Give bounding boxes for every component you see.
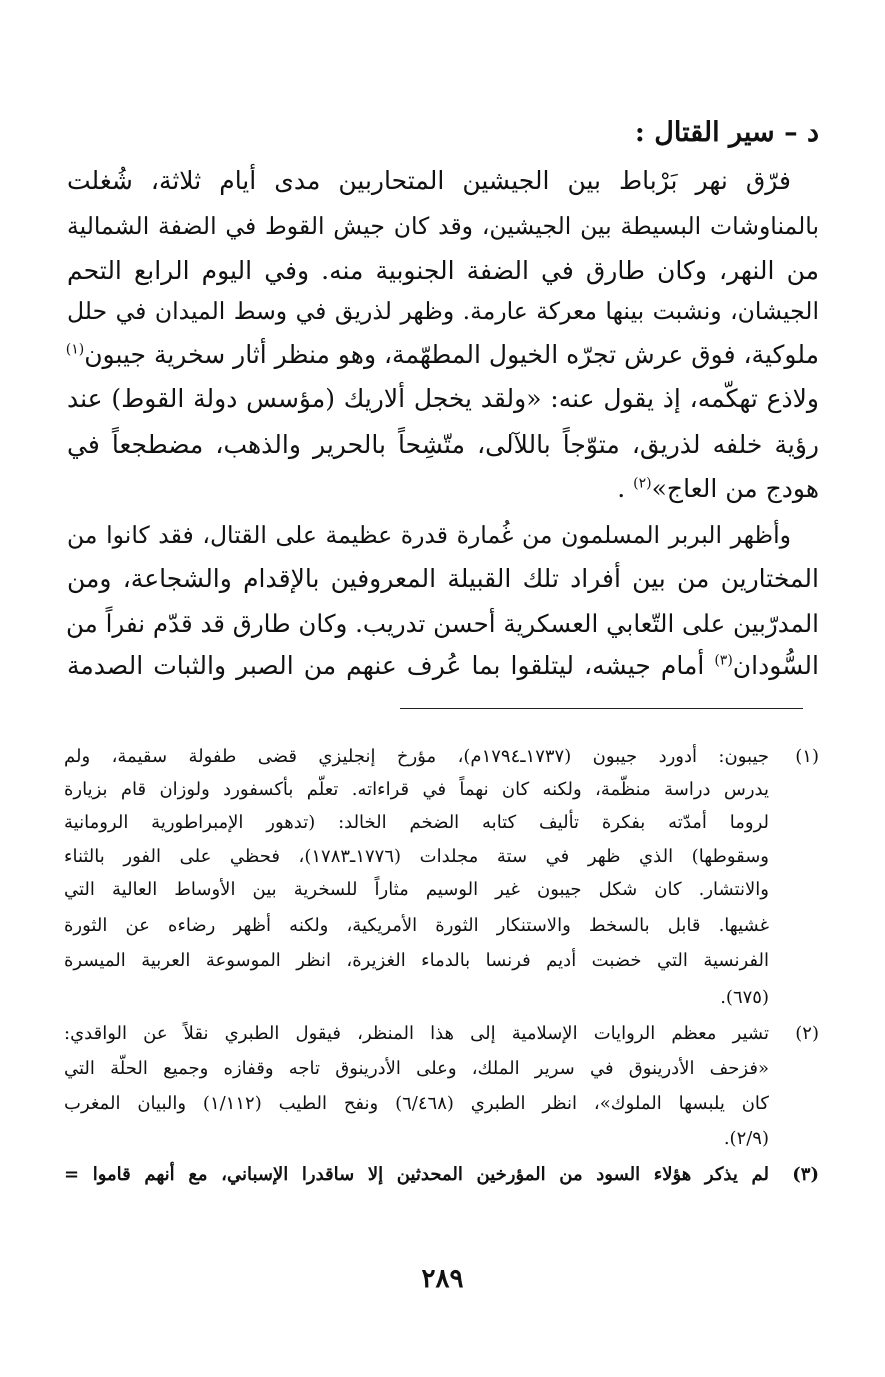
page-number: ٢٨٩	[421, 1264, 464, 1294]
footnote-line: كان يلبسها الملوك»، انظر الطبري (٦/٤٦٨) ونفح الطيب (١/١١٢) والبيان المغرب	[64, 1093, 769, 1114]
footnote-marker-3[interactable]: (٣)	[714, 652, 733, 669]
body-line: ولاذع تهكّمه، إذ يقول عنه: «ولقد يخجل ألاريك (مؤسس دولة القوط) عند	[67, 384, 820, 413]
body-line: المدرّبين على التّعابي العسكرية أحسن تدريب. وكان طارق قد قدّم نفراً من	[66, 609, 819, 638]
body-line: فرّق نهر بَرْباط بين الجيشين المتحاربين مدى أيام ثلاثة، شُغلت	[67, 166, 791, 195]
body-line	[67, 643, 819, 689]
footnote-line: «فزحف الأدرينوق في سرير الملك، وعلى الأدرينوق تاجه وقفازه وجميع الحلّة التي	[64, 1058, 769, 1079]
footnote-marker-1[interactable]: (١)	[65, 341, 85, 358]
footnote-marker-2[interactable]: (٢)	[633, 475, 652, 492]
footnote-line: لروما أمدّته بفكرة تأليف كتابه الضخم الخالد: (تدهور الإمبراطورية الرومانية	[64, 812, 769, 833]
body-text: .	[617, 474, 634, 503]
footnote-line: غشيها. قابل بالسخط والاستنكار الثورة الأمريكية، ولكنه أظهر رضاءه عن الثورة	[64, 915, 769, 936]
body-line: الجيشان، ونشبت بينها معركة عارمة. وظهر لذريق في وسط الميدان في حلل	[67, 297, 819, 325]
footnote-line: تشير معظم الروايات الإسلامية إلى هذا المنظر، فيقول الطبري نقلاً عن الواقدي:	[64, 1023, 769, 1044]
body-text: ملوكية، فوق عرش تجرّه الخيول المطهّمة، وهو منظر أثار سخرية جيبون	[84, 340, 819, 369]
footnote-line: لم يذكر هؤلاء السود من المؤرخين المحدثين إلا ساقدرا الإسباني، مع أنهم قاموا =	[64, 1164, 769, 1185]
footnote-line: (٢/٩).	[723, 1128, 769, 1149]
footnote-line: وسقوطها) الذي ظهر في ستة مجلدات (١٧٧٦ـ١٧٨٣)، فحظي على الفور بالثناء	[64, 846, 769, 867]
footnote-line: الفرنسية التي خضبت أديم فرنسا بالدماء الغزيرة، انظر الموسوعة العربية الميسرة	[64, 950, 769, 971]
body-text: هودج من العاج»	[651, 474, 819, 503]
body-line	[67, 332, 819, 378]
footnote-number: (١)	[795, 746, 819, 767]
footnote-number: (٣)	[792, 1164, 819, 1185]
footnote-line: يدرس دراسة منظّمة، ولكنه كان نهماً في قراءاته. تعلّم بأكسفورد ولوزان قام بزيارة	[64, 779, 769, 800]
section-heading: د – سير القتال :	[634, 117, 819, 148]
body-line	[67, 466, 819, 512]
body-text: أمام جيشه، ليتلقوا بما عُرف عنهم من الصبر والثبات الصدمة	[67, 651, 715, 680]
body-line: رؤية خلفه لذريق، متوّجاً باللآلى، متّشِحاً بالحرير والذهب، مضطجعاً في	[67, 430, 819, 459]
body-line: وأظهر البربر المسلمون من غُمارة قدرة عظيمة على القتال، فقد كانوا من	[67, 521, 791, 549]
body-line: من النهر، وكان طارق في الضفة الجنوبية منه. وفي اليوم الرابع التحم	[67, 256, 819, 285]
body-text: السُّودان	[732, 651, 819, 680]
footnote-line: والانتشار. كان شكل جيبون غير الوسيم مثاراً للسخرية بين الأوساط العالية التي	[64, 879, 769, 900]
footnote-line: جيبون: أدورد جيبون (١٧٣٧ـ١٧٩٤م)، مؤرخ إنجليزي قضى طفولة سقيمة، ولم	[64, 746, 770, 767]
body-line: المختارين من بين أفراد تلك القبيلة المعروفين بالإقدام والشجاعة، ومن	[67, 564, 819, 593]
footnote-separator	[400, 708, 803, 709]
footnote-line: (٦٧٥).	[720, 987, 769, 1008]
footnote-number: (٢)	[795, 1023, 819, 1044]
body-line: بالمناوشات البسيطة بين الجيشين، وقد كان جيش القوط في الضفة الشمالية	[67, 212, 819, 240]
